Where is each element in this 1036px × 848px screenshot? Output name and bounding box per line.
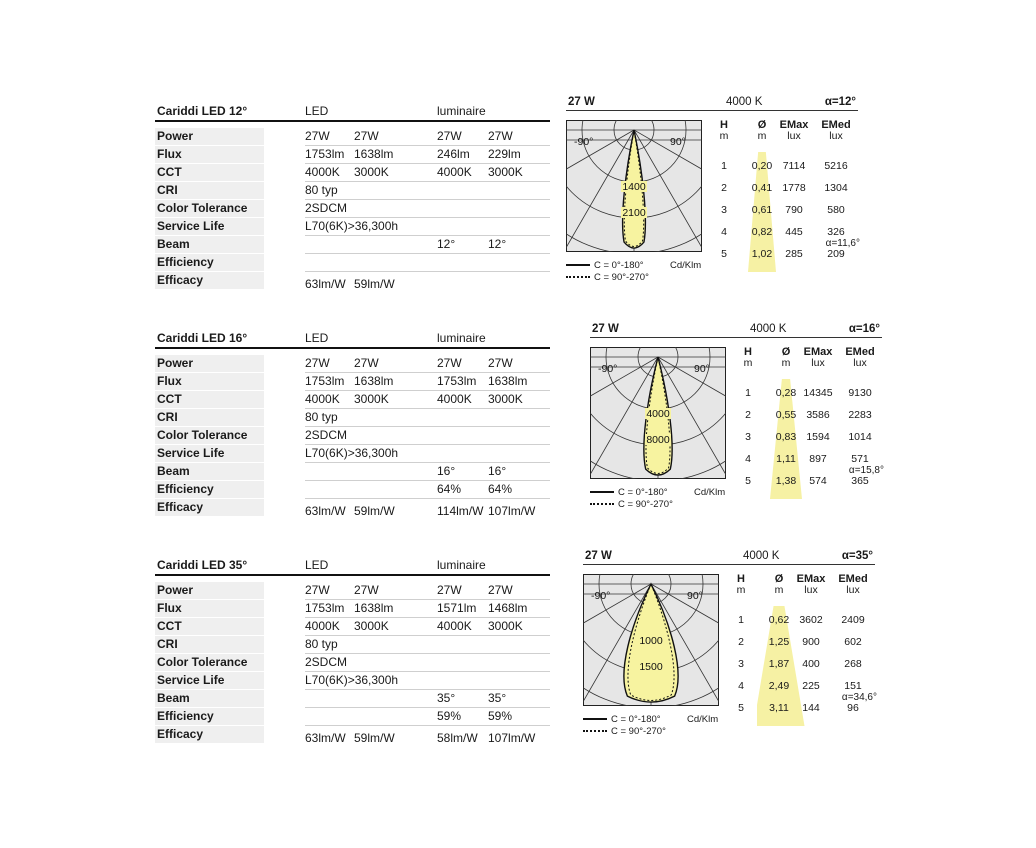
spec-value: 2SDCM — [305, 201, 348, 215]
spec-value: 1753lm — [305, 601, 345, 615]
spec-row — [155, 582, 550, 600]
ring-value: 2100 — [622, 207, 646, 219]
diagram-legend — [590, 487, 673, 511]
legend-c0 — [590, 487, 673, 499]
header-label: H — [720, 119, 728, 131]
spec-value: 2SDCM — [305, 655, 348, 669]
table-cell: 4 — [721, 226, 727, 238]
spec-label: Efficiency — [155, 254, 264, 271]
table-cell: 5216 — [824, 160, 848, 172]
illuminance-table — [742, 347, 884, 507]
table-cell: 3 — [721, 204, 727, 216]
table-cell: 1,87 — [768, 658, 790, 670]
spec-value: 80 typ — [305, 183, 338, 197]
table-cell: 2 — [738, 636, 744, 648]
spec-value: 59% — [437, 709, 462, 723]
power-value: 27 W — [585, 550, 612, 562]
spec-value: 64% — [488, 482, 513, 496]
illuminance-table — [735, 574, 877, 734]
half-angle: α=11,6° — [825, 238, 860, 249]
spec-value: 1638lm — [354, 374, 394, 388]
spec-row — [155, 182, 550, 200]
spec-row — [155, 355, 550, 373]
table-cell: 144 — [802, 702, 820, 714]
spec-row — [155, 218, 550, 236]
table-cell: 3602 — [799, 614, 823, 626]
table-cell: 365 — [851, 475, 869, 487]
half-angle: α=34,6° — [841, 692, 877, 703]
table-cell: 580 — [827, 204, 845, 216]
table-cell: 96 — [847, 702, 859, 714]
header-unit: m — [757, 130, 767, 142]
spec-value: 27W — [488, 129, 513, 143]
spec-value: 27W — [305, 356, 330, 370]
angle-label-left: -90° — [574, 136, 594, 148]
spec-label: CRI — [155, 182, 264, 199]
header-label: EMed — [838, 573, 868, 585]
photometric-header — [583, 550, 875, 565]
legend-c0-label: C = 0°-180° — [611, 714, 661, 725]
table-cell: 1 — [745, 387, 751, 399]
polar-diagram — [590, 347, 726, 479]
spec-row — [155, 236, 550, 254]
legend-c90 — [583, 726, 666, 738]
spec-row — [155, 499, 550, 517]
spec-value: 1638lm — [488, 374, 528, 388]
spec-value: 27W — [354, 129, 379, 143]
table-cell: 5 — [745, 475, 751, 487]
half-angle: α=15,8° — [848, 465, 884, 476]
header-unit: m — [781, 357, 791, 369]
table-cell: 209 — [827, 248, 845, 260]
beam-angle: α=16° — [848, 323, 880, 335]
table-header — [835, 574, 871, 596]
spec-value: 27W — [305, 583, 330, 597]
table-cell: 3586 — [806, 409, 830, 421]
spec-label: Beam — [155, 236, 264, 253]
spec-label: Power — [155, 128, 264, 145]
spec-label: Color Tolerance — [155, 427, 264, 444]
spec-row — [155, 146, 550, 164]
spec-value: 12° — [488, 237, 507, 251]
header-label: EMax — [796, 573, 826, 585]
photometric-panel — [590, 323, 884, 523]
table-cell: 0,83 — [775, 431, 797, 443]
table-cell: 2283 — [848, 409, 872, 421]
table-cell: 0,41 — [751, 182, 773, 194]
table-cell: 3 — [745, 431, 751, 443]
spec-value: 27W — [437, 583, 462, 597]
spec-value: 246lm — [437, 147, 470, 161]
table-cell: 0,82 — [751, 226, 773, 238]
beam-angle: α=35° — [841, 550, 873, 562]
solid-line-icon — [583, 718, 607, 720]
table-header — [776, 120, 812, 142]
spec-value: 1638lm — [354, 147, 394, 161]
spec-row — [155, 427, 550, 445]
header-label: H — [744, 346, 752, 358]
spec-value: 16° — [437, 464, 456, 478]
table-cell: 2 — [721, 182, 727, 194]
spec-label: Power — [155, 355, 264, 372]
table-cell: 0,55 — [775, 409, 797, 421]
spec-label: Efficacy — [155, 499, 264, 516]
spec-value: 63lm/W — [305, 731, 346, 745]
table-cell: 897 — [809, 453, 827, 465]
spec-value: L70(6K)>36,300h — [305, 219, 399, 233]
column-led: LED — [305, 331, 329, 345]
spec-value: 35° — [437, 691, 456, 705]
table-cell: 5 — [721, 248, 727, 260]
header-label: EMed — [821, 119, 851, 131]
table-cell: 900 — [802, 636, 820, 648]
spec-label: Efficacy — [155, 726, 264, 743]
spec-value: 3000K — [354, 619, 389, 633]
diagram-legend — [566, 260, 649, 284]
unit-label: Cd/Klm — [694, 487, 726, 498]
spec-row — [155, 708, 550, 726]
table-cell: 0,61 — [751, 204, 773, 216]
table-cell: 1594 — [806, 431, 830, 443]
column-luminaire: luminaire — [437, 331, 486, 345]
spec-value: 2SDCM — [305, 428, 348, 442]
spec-value: 12° — [437, 237, 456, 251]
spec-value: 35° — [488, 691, 507, 705]
dotted-line-icon — [583, 730, 607, 732]
legend-c0 — [566, 260, 649, 272]
table-cell: 7114 — [782, 160, 806, 172]
spec-label: Efficacy — [155, 272, 264, 289]
spec-value: 4000K — [437, 392, 472, 406]
spec-header — [155, 329, 550, 349]
table-cell: 225 — [802, 680, 820, 692]
table-header — [793, 574, 829, 596]
table-cell: 1,38 — [775, 475, 797, 487]
beam-angle: α=12° — [824, 96, 856, 108]
spec-value: 27W — [305, 129, 330, 143]
spec-value: 27W — [354, 356, 379, 370]
spec-value: 1468lm — [488, 601, 528, 615]
spec-value: 59lm/W — [354, 277, 395, 291]
table-header — [735, 574, 747, 596]
table-cell: 9130 — [848, 387, 872, 399]
table-cell: 574 — [809, 475, 827, 487]
spec-row — [155, 128, 550, 146]
table-cell: 790 — [785, 204, 803, 216]
header-label: EMax — [779, 119, 809, 131]
spec-row — [155, 618, 550, 636]
table-header — [742, 347, 754, 369]
table-cell: 2,49 — [768, 680, 790, 692]
spec-value: 27W — [354, 583, 379, 597]
spec-value: 1753lm — [305, 147, 345, 161]
cct-value: 4000 K — [750, 323, 787, 335]
table-cell: 445 — [785, 226, 803, 238]
unit-label: Cd/Klm — [687, 714, 719, 725]
table-cell: 151 — [844, 680, 862, 692]
spec-row — [155, 164, 550, 182]
spec-row — [155, 672, 550, 690]
legend-c0-label: C = 0°-180° — [594, 260, 644, 271]
spec-value: 3000K — [488, 619, 523, 633]
spec-header — [155, 102, 550, 122]
table-cell: 326 — [827, 226, 845, 238]
table-header — [744, 120, 780, 142]
spec-row — [155, 726, 550, 744]
spec-value: 107lm/W — [488, 504, 536, 518]
header-unit: lux — [787, 130, 801, 142]
column-luminaire: luminaire — [437, 104, 486, 118]
spec-label: CRI — [155, 636, 264, 653]
table-header — [761, 574, 797, 596]
spec-row — [155, 636, 550, 654]
photometric-panel — [566, 96, 860, 296]
spec-value: 58lm/W — [437, 731, 478, 745]
spec-label: CCT — [155, 164, 264, 181]
spec-label: Flux — [155, 146, 264, 163]
ring-value: 1500 — [639, 661, 663, 673]
spec-value: 64% — [437, 482, 462, 496]
spec-row — [155, 272, 550, 290]
cct-value: 4000 K — [743, 550, 780, 562]
angle-label-right: 90° — [694, 363, 710, 375]
table-cell: 1,02 — [751, 248, 773, 260]
table-cell: 0,62 — [768, 614, 790, 626]
spec-row — [155, 445, 550, 463]
header-label: Ø — [757, 119, 767, 131]
table-cell: 1 — [738, 614, 744, 626]
spec-value: 27W — [437, 356, 462, 370]
photometric-panel — [583, 550, 877, 750]
legend-c0-label: C = 0°-180° — [618, 487, 668, 498]
table-cell: 14345 — [803, 387, 833, 399]
table-cell: 571 — [851, 453, 869, 465]
polar-diagram — [566, 120, 702, 252]
spec-label: Beam — [155, 690, 264, 707]
header-unit: lux — [853, 357, 867, 369]
spec-value: 1753lm — [437, 374, 477, 388]
spec-value: 4000K — [305, 392, 340, 406]
header-label: EMed — [845, 346, 875, 358]
spec-row — [155, 254, 550, 272]
table-cell: 1,11 — [776, 453, 796, 465]
spec-value: 80 typ — [305, 637, 338, 651]
unit-label: Cd/Klm — [670, 260, 702, 271]
spec-value: 4000K — [305, 619, 340, 633]
spec-value: 16° — [488, 464, 507, 478]
ring-value: 4000 — [646, 408, 670, 420]
spec-value: 63lm/W — [305, 277, 346, 291]
spec-label: CRI — [155, 409, 264, 426]
legend-c90-label: C = 90°-270° — [594, 272, 649, 283]
header-unit: m — [774, 584, 784, 596]
spec-value: 229lm — [488, 147, 521, 161]
spec-row — [155, 391, 550, 409]
spec-label: Efficiency — [155, 481, 264, 498]
header-label: EMax — [803, 346, 833, 358]
spec-value: 59lm/W — [354, 731, 395, 745]
table-cell: 1778 — [782, 182, 806, 194]
legend-c90-label: C = 90°-270° — [611, 726, 666, 737]
spec-label: Power — [155, 582, 264, 599]
spec-label: Beam — [155, 463, 264, 480]
product-name: Cariddi LED 16° — [157, 331, 248, 345]
table-header — [768, 347, 804, 369]
table-header — [818, 120, 854, 142]
table-cell: 1304 — [824, 182, 848, 194]
table-header — [842, 347, 878, 369]
spec-row — [155, 654, 550, 672]
spec-value: 27W — [488, 583, 513, 597]
spec-label: Service Life — [155, 672, 264, 689]
photometric-header — [566, 96, 858, 111]
spec-label: CCT — [155, 391, 264, 408]
photometric-header — [590, 323, 882, 338]
polar-diagram — [583, 574, 719, 706]
illuminance-table — [718, 120, 860, 280]
spec-value: 107lm/W — [488, 731, 536, 745]
legend-c0 — [583, 714, 666, 726]
table-cell: 285 — [785, 248, 803, 260]
spec-value: 1638lm — [354, 601, 394, 615]
spec-label: Color Tolerance — [155, 200, 264, 217]
spec-label: Efficiency — [155, 708, 264, 725]
power-value: 27 W — [568, 96, 595, 108]
spec-value: L70(6K)>36,300h — [305, 673, 399, 687]
ring-value: 1000 — [639, 635, 663, 647]
spec-value: L70(6K)>36,300h — [305, 446, 399, 460]
product-name: Cariddi LED 12° — [157, 104, 248, 118]
header-label: H — [737, 573, 745, 585]
header-unit: lux — [829, 130, 843, 142]
table-cell: 602 — [844, 636, 862, 648]
spec-value: 80 typ — [305, 410, 338, 424]
spec-header — [155, 556, 550, 576]
header-label: Ø — [774, 573, 784, 585]
legend-c90 — [566, 272, 649, 284]
spec-row — [155, 481, 550, 499]
spec-value: 4000K — [437, 619, 472, 633]
angle-label-left: -90° — [598, 363, 618, 375]
table-cell: 0,28 — [775, 387, 797, 399]
spec-label: Service Life — [155, 445, 264, 462]
header-unit: m — [719, 130, 729, 142]
table-cell: 2409 — [841, 614, 865, 626]
table-cell: 268 — [844, 658, 862, 670]
spec-row — [155, 200, 550, 218]
spec-row — [155, 409, 550, 427]
spec-value: 4000K — [305, 165, 340, 179]
spec-value: 27W — [437, 129, 462, 143]
spec-label: Flux — [155, 600, 264, 617]
spec-row — [155, 463, 550, 481]
table-cell: 1 — [721, 160, 727, 172]
table-cell: 3,11 — [769, 702, 789, 714]
legend-c90-label: C = 90°-270° — [618, 499, 673, 510]
spec-value: 4000K — [437, 165, 472, 179]
spec-value: 3000K — [354, 392, 389, 406]
spec-row — [155, 600, 550, 618]
table-cell: 5 — [738, 702, 744, 714]
dotted-line-icon — [566, 276, 590, 278]
legend-c90 — [590, 499, 673, 511]
header-unit: m — [743, 357, 753, 369]
table-header — [800, 347, 836, 369]
spec-value: 3000K — [488, 392, 523, 406]
ring-value: 8000 — [646, 434, 670, 446]
table-cell: 1,25 — [768, 636, 790, 648]
table-cell: 2 — [745, 409, 751, 421]
cct-value: 4000 K — [726, 96, 763, 108]
power-value: 27 W — [592, 323, 619, 335]
solid-line-icon — [566, 264, 590, 266]
spec-row — [155, 690, 550, 708]
column-led: LED — [305, 104, 329, 118]
table-header — [718, 120, 730, 142]
column-led: LED — [305, 558, 329, 572]
spec-value: 59lm/W — [354, 504, 395, 518]
table-cell: 0,20 — [751, 160, 773, 172]
ring-value: 1400 — [622, 181, 646, 193]
product-name: Cariddi LED 35° — [157, 558, 248, 572]
angle-label-right: 90° — [687, 590, 703, 602]
spec-value: 3000K — [354, 165, 389, 179]
spec-value: 27W — [488, 356, 513, 370]
spec-value: 59% — [488, 709, 513, 723]
dotted-line-icon — [590, 503, 614, 505]
header-label: Ø — [781, 346, 791, 358]
spec-value: 114lm/W — [437, 504, 484, 518]
table-cell: 1014 — [848, 431, 872, 443]
table-cell: 400 — [802, 658, 820, 670]
header-unit: lux — [811, 357, 825, 369]
solid-line-icon — [590, 491, 614, 493]
angle-label-right: 90° — [670, 136, 686, 148]
spec-label: CCT — [155, 618, 264, 635]
spec-value: 3000K — [488, 165, 523, 179]
spec-label: Flux — [155, 373, 264, 390]
spec-label: Service Life — [155, 218, 264, 235]
table-cell: 3 — [738, 658, 744, 670]
spec-value: 1571lm — [437, 601, 477, 615]
spec-value: 1753lm — [305, 374, 345, 388]
header-unit: lux — [846, 584, 860, 596]
angle-label-left: -90° — [591, 590, 611, 602]
spec-row — [155, 373, 550, 391]
spec-label: Color Tolerance — [155, 654, 264, 671]
header-unit: lux — [804, 584, 818, 596]
table-cell: 4 — [738, 680, 744, 692]
diagram-legend — [583, 714, 666, 738]
table-cell: 4 — [745, 453, 751, 465]
spec-value: 63lm/W — [305, 504, 346, 518]
column-luminaire: luminaire — [437, 558, 486, 572]
header-unit: m — [736, 584, 746, 596]
